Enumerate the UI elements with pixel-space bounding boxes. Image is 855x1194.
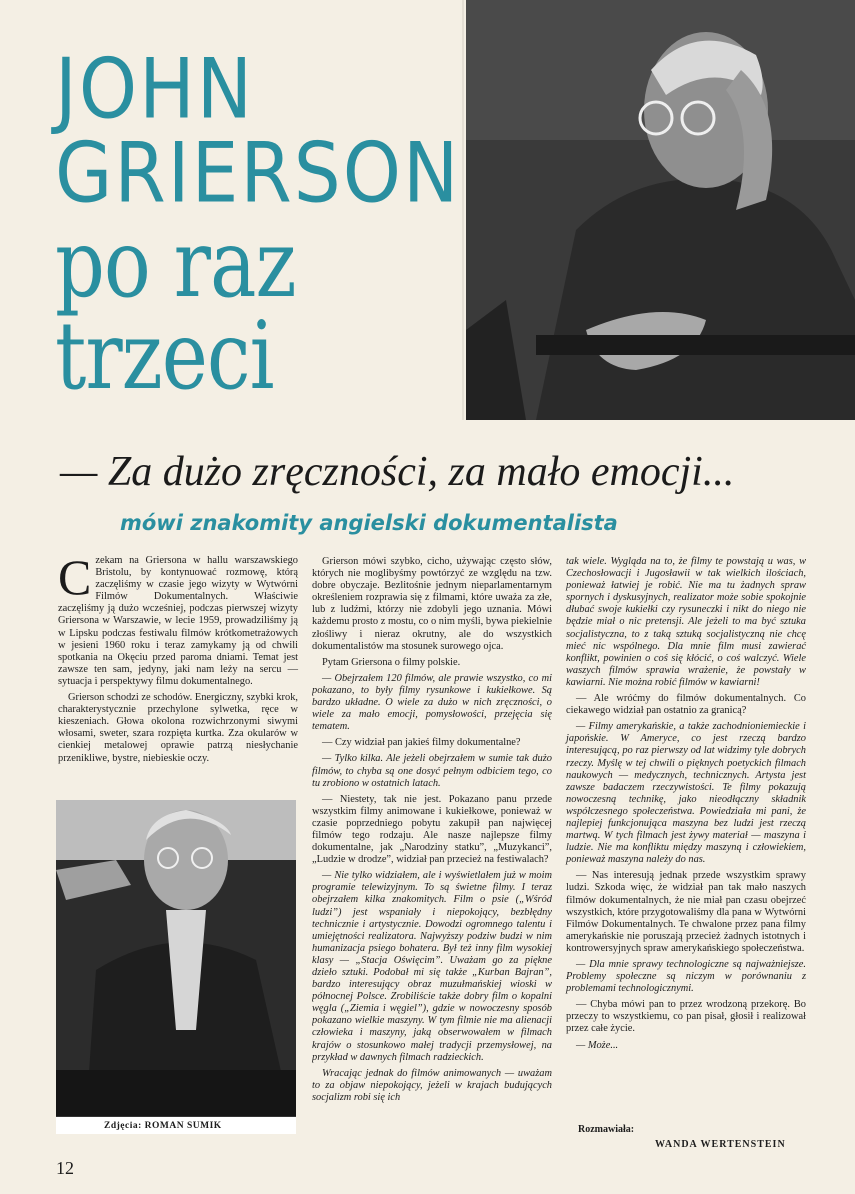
headline-line-1: JOHN [55,41,255,138]
photo-credit: Zdjęcia: ROMAN SUMIK [56,1116,296,1134]
paragraph: — Czy widział pan jakieś filmy dokumentalne? [322,737,521,749]
text-column-3 [566,556,806,1056]
paragraph: Grierson schodzi ze schodów. Energiczny, szybki krok, charakterystycznie przechylone sylwetka, ręce w kieszeniach. Głowa okolona rozwichrzonymi siwymi włosami, sweter, szara rozpięta kurtka. Zza okularów w cienkiej metalowej oprawie patrzą niesłychanie przenikliwe, bystre, niebieskie oczy. [58,692,298,764]
headline-line-3: po raz [55,210,296,319]
paragraph: — Może... [576,1039,619,1051]
page-fold [462,0,464,420]
subtitle: — Za dużo zręczności, za mało emocji... [60,449,735,495]
drop-cap: C [58,549,92,605]
interviewer-label: Rozmawiała: [578,1124,635,1135]
paragraph: tak wiele. Wygląda na to, że filmy te powstają u was, w Czechosłowacji i Jugosławii w tak wielkich ilościach, ponieważ łatwiej je robić. Nie ma tu żadnych spraw spornych i dyskusyjnych, realizator może sobie spokojnie dłubać swoje kukiełki czy rysuneczki i nikt do niego nie będzie miał o nic pretensji. Ale jeżeli to ma być sztuka socjalistyczna, to z taką sztuką socjalistyczną nie chcę mieć nic wspólnego. Dla mnie film musi zawierać konflikt, powinien o coś się kłócić, o coś walczyć. Wiele waszych filmów sprawia wrażenie, że powstały w kawiarni. Nie można robić filmów w kawiarni! [566,556,806,688]
paragraph: — Nie tylko widziałem, ale i wyświetlałem już w moim programie telewizyjnym. To są świetne filmy. I teraz obejrzałem kilka znakomitych. Film o psie („Wśród ludzi”) jest wspaniały i niepokojący, bezbłędny technicznie i artystycznie. Dowodzi ogromnego talentu i umiejętności realizatora. Najwyższy podziw budzi w nim humanizacja psiego bohatera. Był też inny film wysokiej klasy — „Stacja Oświęcim”. Uważam go za piękne dzieło sztuki. Podobał mi się także „Kurban Bajran”, bardzo interesujący obraz muzułmańskiej wioski w północnej Polsce. Zrobiliście także dobry film o kopalni węgla („Ziemia i węgiel”), gdzie w nowoczesny sposób pokazano wielkie maszyny. W tym filmie nie ma alienacji człowieka i maszyny, jaką obserwowałem w filmach krajów o stosunkowo małej tradycji przemysłowej, na przykład w dawnych filmach radzieckich. [312,870,552,1063]
paragraph: Wracając jednak do filmów animowanych — uważam to za objaw niepokojący, jeżeli w krajach budujących socjalizm robi się ich [312,1067,552,1103]
paragraph-text: zekam na Griersona w hallu warszawskiego Bristolu, by kontynuować rozmowę, którą zaczęliśmy w czasie jego wizyty w Wytwórni Filmów Dokumentalnych. Właściwie zaczęliśmy ją dużo wcześniej, podczas pierwszej wizyty Griersona w Warszawie, w lecie 1959, prowadziliśmy ją w Lipsku podczas festiwalu filmów krótkometrażowych w jesieni 1960 roku i teraz zamykamy ją od chwili spotkania na Okęciu przed paroma dniami. Temat jest zawsze ten sam, jedyny, jaki nam leży na sercu — sytuacja i perspektywy filmu dokumentalnego. [58,555,298,687]
text-column-1 [58,549,298,769]
grierson-photo [56,800,296,1116]
portrait-photo [466,0,855,420]
paragraph: Grierson mówi szybko, cicho, używając często słów, których nie moglibyśmy powtórzyć ze względu na tzw. dobre obyczaje. Bezlitośnie jednym nieparlamentarnym określeniem rozprawia się z filmami, które uważa za złe, lub z ludźmi, którzy nie zdobyli jego uznania. Mówi każdemu prosto z mostu, co o nim myśli, bywa piekielnie złośliwy i nieraz okrutny, ale do wszystkich dokumentalistów ma stosunek surowego ojca. [312,556,552,652]
paragraph: — Chyba mówi pan to przez wrodzoną przekorę. Bo przeczy to wszystkiemu, co pan pisał, głosił i realizował przez całe życie. [566,999,806,1035]
paragraph: — Niestety, tak nie jest. Pokazano panu przede wszystkim filmy animowane i kukiełkowe, ponieważ w czasie poprzedniego pobytu zakupił pan najwięcej filmów tego rodzaju. Ale nasze najlepsze filmy dokumentalne, jak „Narodziny statku”, „Muzykanci”, „Ludzie w drodze”, widział pan przecież na festiwalach? [312,793,552,866]
page-number: 12 [56,1158,74,1178]
paragraph: — Obejrzałem 120 filmów, ale prawie wszystko, co mi pokazano, to były filmy rysunkowe i kukiełkowe. Są bardzo układne. O wiele za dużo w nich zręczności, o wiele za mało emocji, pomysłowości, przejęcia się tematem. [312,672,552,733]
kicker: mówi znakomity angielski dokumentalista [120,511,618,535]
paragraph: — Filmy amerykańskie, a także zachodnioniemieckie i japońskie. W Ameryce, co jest rzeczą bardzo interesującą, po raz pierwszy od lat widzimy tyle dobrych rzeczy. Myślę w tej chwili o pięknych poetyckich filmach naukowych — medycznych, technicznych. Artysta jest zawsze badaczem rzeczywistości. Te filmy pokazują nowoczesną technikę, jako nieodłączny składnik współczesnego społeczeństwa. Powiedziała mi pani, że najlepiej funkcjonująca maszyna bez ludzi jest rzeczą martwą. W tych filmach jest żywy materiał — maszyna i ludzie. Nie ma konfliktu między maszyną i człowiekiem, ponieważ maszyna należy do nas. [566,721,806,866]
headline-line-4: trzeci [55,302,274,411]
paragraph: — Ale wróćmy do filmów dokumentalnych. Co ciekawego widział pan ostatnio za granicą? [566,693,806,717]
portrait-photo-shapes [466,0,855,420]
paragraph: Pytam Griersona o filmy polskie. [322,656,461,668]
interviewer-name: WANDA WERTENSTEIN [655,1139,786,1150]
paragraph: — Nas interesują jednak przede wszystkim sprawy ludzi. Szkoda więc, że widział pan tak mało naszych filmów dokumentalnych, że nie miał pan czasu obejrzeć wszystkich, które przygotowaliśmy dla pana w Wytwórni Filmów Dokumentalnych. Te chwalone przez pana filmy amerykańskie nie poruszają przecież żadnych istotnych i kontrowersyjnych spraw amerykańskiego społeczeństwa. [566,870,806,954]
text-column-2 [312,556,552,1151]
paragraph: — Tylko kilka. Ale jeżeli obejrzałem w sumie tak dużo filmów, to chyba są one dosyć pełnym odbiciem tego, co tu zrobiono w ostatnich latach. [312,753,552,789]
headline [55,41,461,411]
headline-line-2: GRIERSON [55,125,461,222]
paragraph: — Dla mnie sprawy technologiczne są najważniejsze. Problemy społeczne są niczym w porównaniu z problemami technologicznymi. [566,959,806,995]
paragraph [58,549,298,688]
grierson-photo-shapes [56,800,296,1116]
